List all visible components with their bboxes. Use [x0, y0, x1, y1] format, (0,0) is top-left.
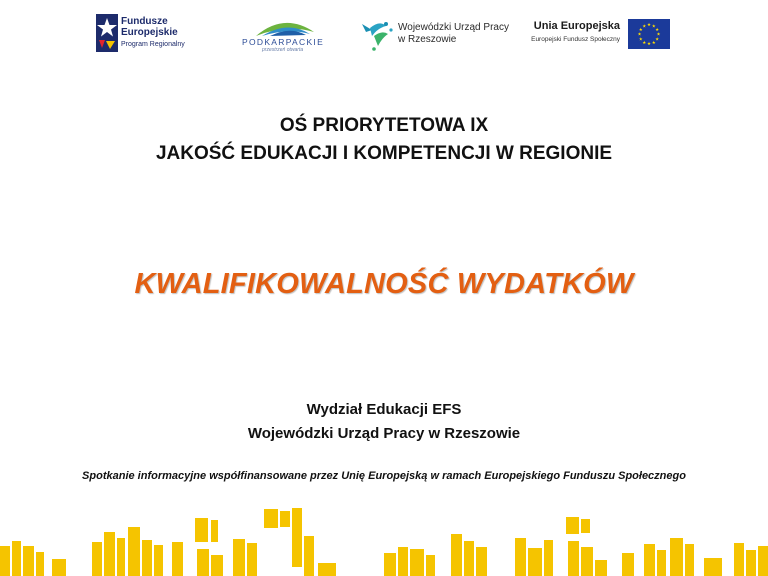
deco-block	[318, 563, 336, 576]
podkarpackie-tagline: przestrzeń otwarta	[262, 47, 304, 53]
eu-star-icon: ★	[655, 26, 660, 32]
eu-stars	[628, 19, 670, 49]
wup-logo	[360, 16, 510, 56]
eu-star-icon: ★	[642, 23, 647, 29]
decorative-yellow-blocks	[0, 505, 768, 576]
deco-block	[292, 508, 302, 567]
deco-block	[544, 540, 553, 576]
deco-block	[670, 538, 683, 576]
deco-block	[36, 552, 44, 576]
main-title: KWALIFIKOWALNOŚĆ WYDATKÓW	[134, 268, 634, 300]
deco-block	[195, 518, 208, 542]
eu-star-icon: ★	[655, 36, 660, 42]
deco-block	[426, 555, 435, 576]
deco-block	[734, 543, 744, 576]
deco-block	[644, 544, 655, 576]
deco-block	[211, 555, 223, 576]
podkarpackie-name: PODKARPACKIE	[242, 37, 325, 47]
fundusze-line3: Program Regionalny	[121, 41, 185, 48]
deco-block	[104, 532, 115, 576]
deco-block	[92, 542, 102, 576]
deco-block	[0, 546, 10, 576]
deco-block	[52, 559, 66, 576]
podkarpackie-logo	[236, 16, 332, 56]
deco-block	[758, 546, 768, 576]
deco-block	[410, 549, 424, 576]
wup-bird-icon	[360, 16, 396, 52]
fundusze-europejskie-logo	[96, 14, 206, 54]
deco-block	[23, 546, 34, 576]
deco-block	[566, 517, 579, 534]
eu-flag-icon	[628, 19, 670, 49]
ue-text	[520, 20, 620, 43]
ue-title: Unia Europejska	[533, 20, 620, 32]
deco-block	[384, 553, 396, 576]
deco-block	[172, 542, 183, 576]
priority-axis-heading	[0, 112, 768, 168]
deco-block	[464, 541, 474, 576]
deco-block	[515, 538, 526, 576]
deco-block	[581, 547, 593, 576]
deco-block	[211, 520, 218, 542]
deco-block	[528, 548, 542, 576]
deco-block	[264, 509, 278, 528]
deco-block	[247, 543, 257, 576]
wup-line1: Wojewódzki Urząd Pracy	[398, 22, 509, 33]
cofinancing-footnote: Spotkanie informacyjne współfinansowane przez Unię Europejską w ramach Europejskiego Funduszu Społecznego	[82, 470, 686, 482]
eu-star-icon: ★	[637, 31, 642, 37]
fundusze-line1: Fundusze	[121, 16, 168, 27]
deco-block	[398, 547, 408, 576]
fundusze-line2: Europejskie	[121, 27, 178, 38]
eu-star-icon: ★	[638, 26, 643, 32]
deco-block	[704, 558, 722, 576]
heading-line1: OŚ PRIORYTETOWA IX	[279, 115, 489, 136]
eu-star-icon: ★	[651, 39, 656, 45]
deco-block	[685, 544, 694, 576]
deco-block	[154, 545, 163, 576]
department-line1: Wydział Edukacji EFS	[306, 401, 462, 418]
deco-block	[476, 547, 487, 576]
eu-star-icon: ★	[642, 39, 647, 45]
wup-line2: w Rzeszowie	[398, 34, 457, 45]
deco-block	[451, 534, 462, 576]
eu-star-icon: ★	[638, 36, 643, 42]
department-block	[0, 398, 768, 446]
deco-block	[657, 550, 666, 576]
deco-block	[568, 541, 579, 576]
ue-subtitle: Europejski Fundusz Społeczny	[531, 36, 620, 43]
deco-block	[746, 550, 756, 576]
logo-bar	[0, 0, 768, 70]
deco-block	[581, 519, 590, 533]
deco-block	[128, 527, 140, 576]
eu-star-icon: ★	[646, 41, 652, 47]
eu-star-icon: ★	[651, 23, 656, 29]
deco-block	[622, 553, 634, 576]
deco-block	[12, 541, 21, 576]
deco-block	[142, 540, 152, 576]
deco-block	[280, 511, 290, 527]
eu-star-icon: ★	[646, 22, 652, 28]
deco-block	[117, 538, 125, 576]
fundusze-star-icon	[96, 14, 118, 52]
podkarpackie-hills-icon	[236, 16, 332, 38]
heading-line2: JAKOŚĆ EDUKACJI I KOMPETENCJI W REGIONIE	[155, 143, 613, 164]
deco-block	[233, 539, 245, 576]
deco-block	[197, 549, 209, 576]
eu-star-icon: ★	[656, 31, 661, 37]
wup-text	[398, 22, 509, 46]
department-line2: Wojewódzki Urząd Pracy w Rzeszowie	[247, 425, 521, 442]
deco-block	[304, 536, 314, 576]
fundusze-text	[121, 16, 185, 50]
deco-block	[595, 560, 607, 576]
